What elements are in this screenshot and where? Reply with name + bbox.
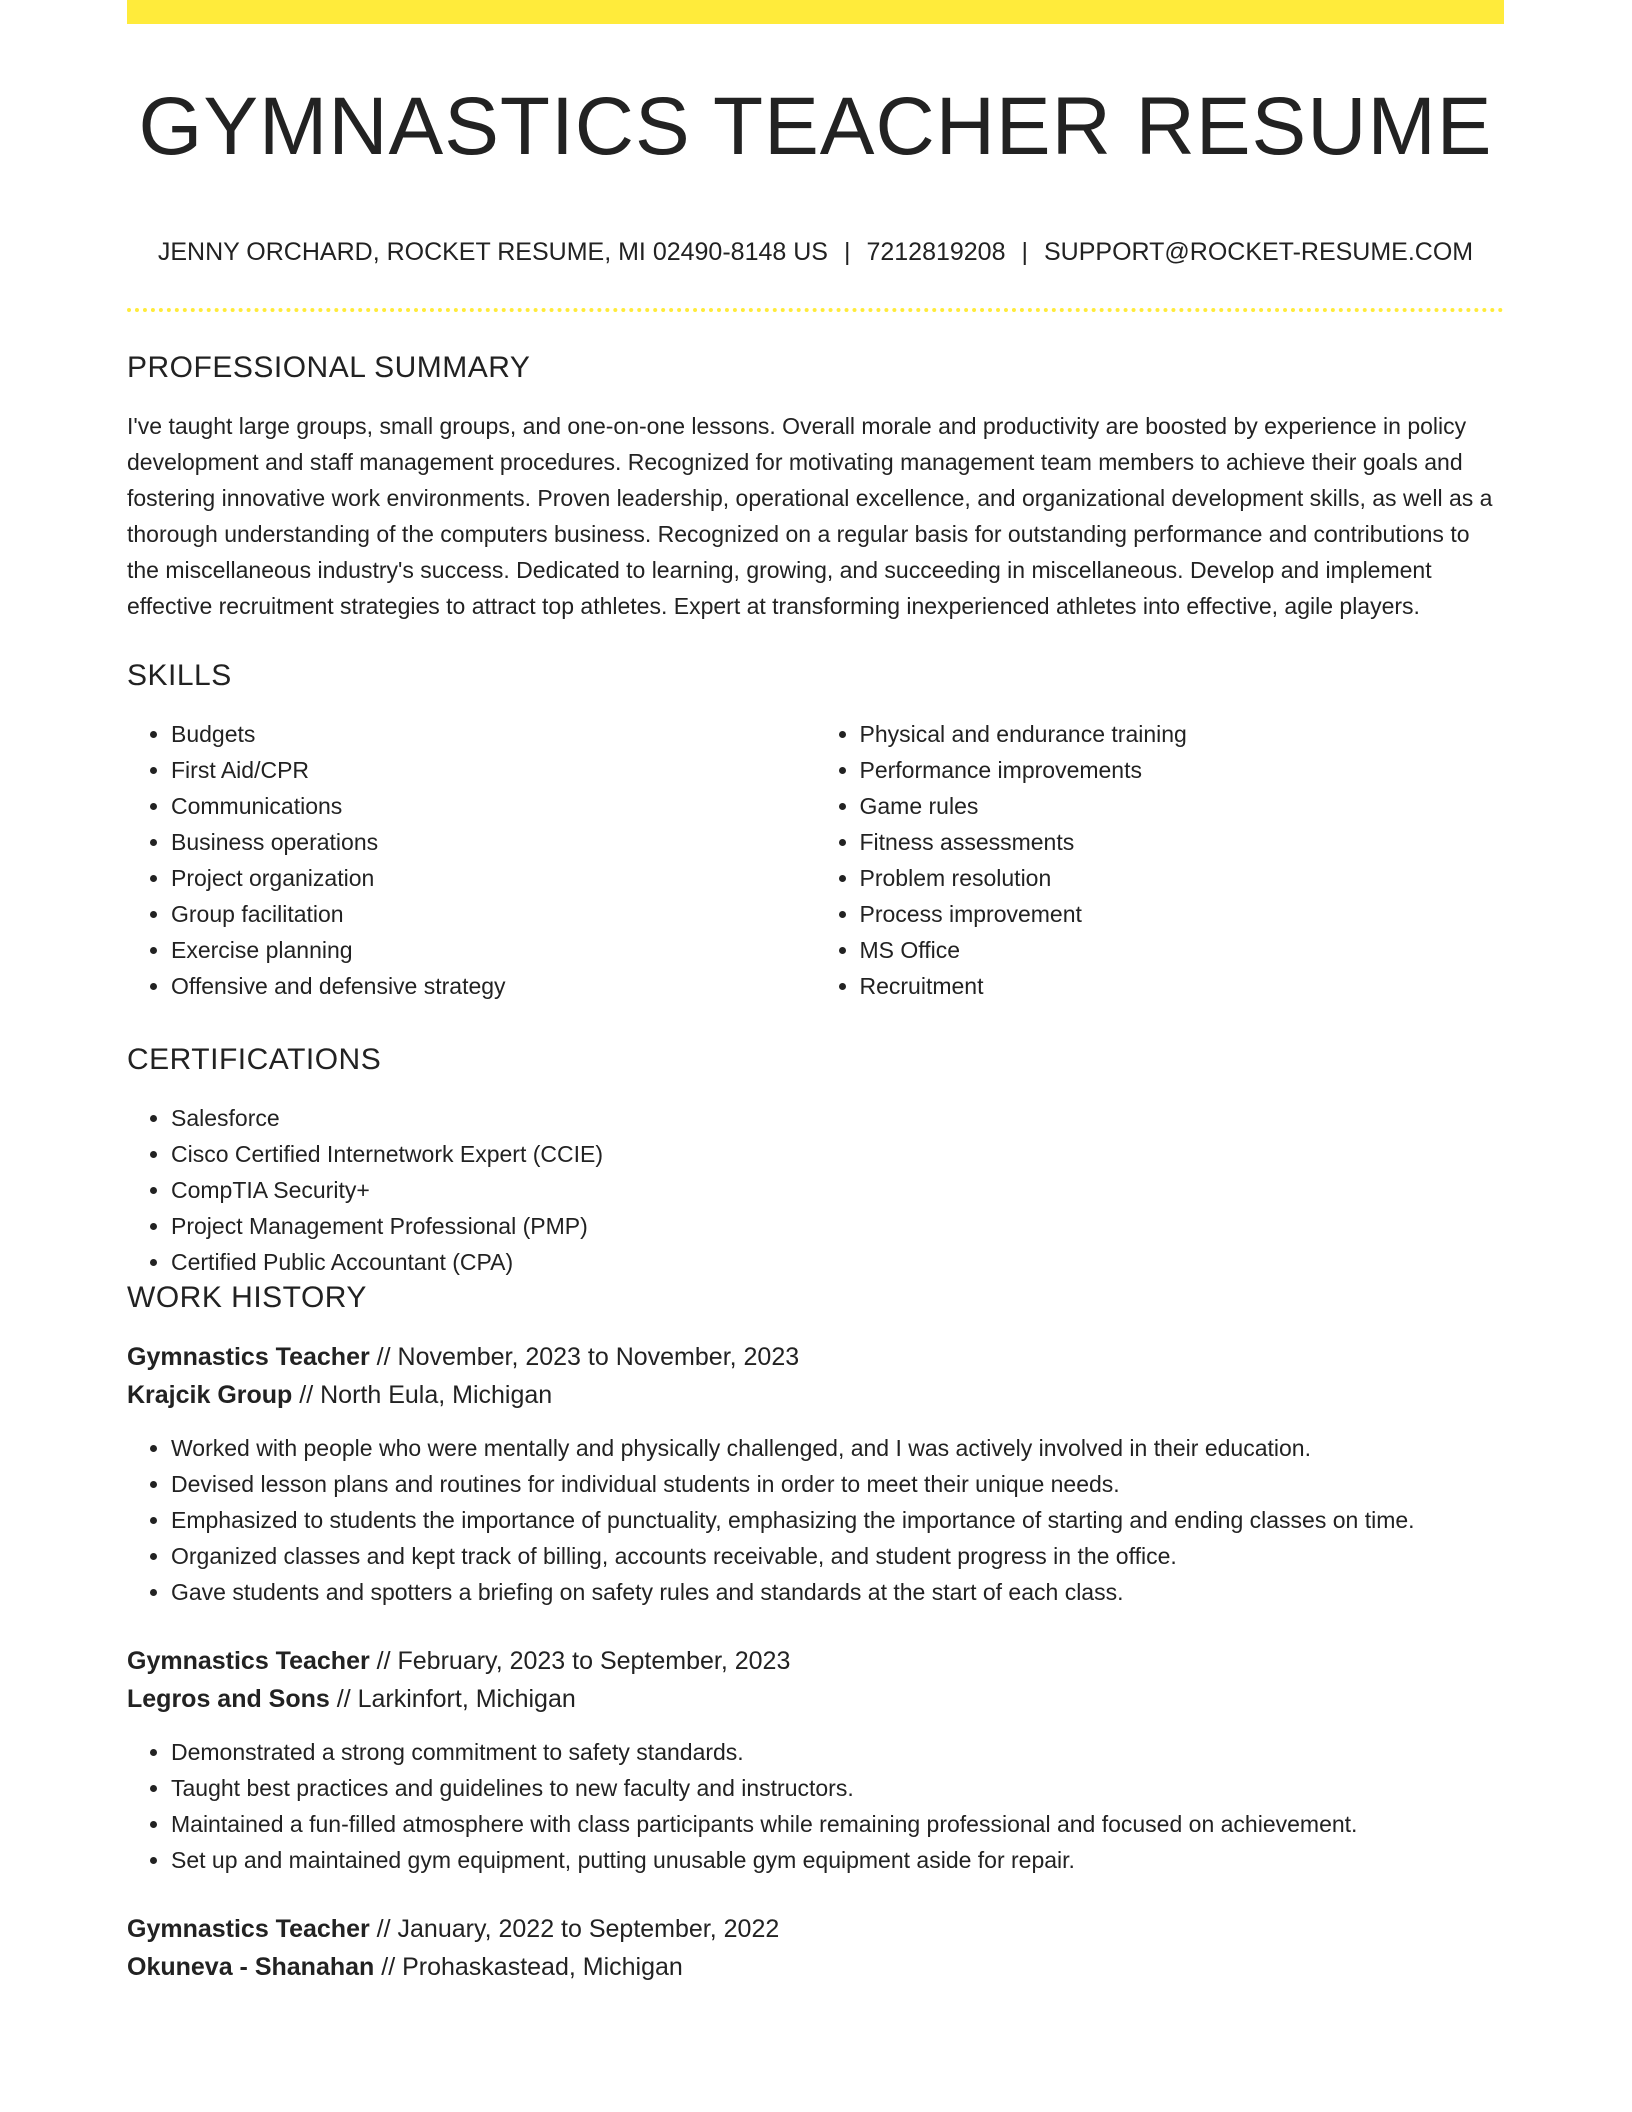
- job-company: Okuneva - Shanahan: [127, 1953, 375, 1981]
- job-list: [127, 1338, 1504, 1986]
- job-duty: • Worked with people who were mentally and physically challenged, and I was actively involved in their education.: [171, 1430, 1504, 1466]
- job-company-line: [127, 1948, 1504, 1986]
- dotted-divider: [127, 308, 1504, 312]
- job-entry: [127, 1910, 1504, 1986]
- list-item: • MS Office: [860, 932, 1505, 968]
- list-item: • Budgets: [171, 716, 816, 752]
- resume-sections: [127, 350, 1504, 2018]
- job-duty: • Set up and maintained gym equipment, putting unusable gym equipment aside for repair.: [171, 1842, 1504, 1878]
- list-item: • CompTIA Security+: [171, 1172, 1504, 1208]
- list-item: • Cisco Certified Internetwork Expert (CCIE): [171, 1136, 1504, 1172]
- job-entry: [127, 1642, 1504, 1878]
- list-item: • Offensive and defensive strategy: [171, 968, 816, 1004]
- list-item: • Problem resolution: [860, 860, 1505, 896]
- certifications-list: [127, 1100, 1504, 1280]
- job-company: Legros and Sons: [127, 1685, 330, 1713]
- job-duty: • Demonstrated a strong commitment to safety standards.: [171, 1734, 1504, 1770]
- contact-separator: |: [1021, 238, 1028, 266]
- job-entry: [127, 1338, 1504, 1610]
- job-company-line: [127, 1376, 1504, 1414]
- list-item: • Fitness assessments: [860, 824, 1505, 860]
- contact-phone: 7212819208: [866, 238, 1006, 266]
- job-duty: • Gave students and spotters a briefing on safety rules and standards at the start of each class.: [171, 1574, 1504, 1610]
- job-dates: // January, 2022 to September, 2022: [376, 1915, 780, 1943]
- contact-address: JENNY ORCHARD, ROCKET RESUME, MI 02490-8148 US: [157, 238, 828, 266]
- certifications-section: [127, 1042, 1504, 1280]
- job-title-line: [127, 1338, 1504, 1376]
- list-item: • Certified Public Accountant (CPA): [171, 1244, 1504, 1280]
- list-item: • Process improvement: [860, 896, 1505, 932]
- work-history-section: [127, 1280, 1504, 1986]
- job-duties-list: [127, 1430, 1504, 1610]
- contact-email[interactable]: SUPPORT@ROCKET-RESUME.COM: [1044, 238, 1474, 266]
- job-duty: • Organized classes and kept track of billing, accounts receivable, and student progress in the office.: [171, 1538, 1504, 1574]
- list-item: • Project organization: [171, 860, 816, 896]
- job-dates: // February, 2023 to September, 2023: [376, 1647, 791, 1675]
- contact-line: [127, 238, 1504, 267]
- summary-text: I've taught large groups, small groups, and one-on-one lessons. Overall morale and productivity are boosted by experience in policy development and staff management procedures. Recognized for motivating management team members to achieve their goals and fostering innovative work environments. Proven leadership, operational excellence, and organizational development skills, as well as a thorough understanding of the computers business. Recognized on a regular basis for outstanding performance and contributions to the miscellaneous industry's success. Dedicated to learning, growing, and succeeding in miscellaneous. Develop and implement effective recruitment strategies to attract top athletes. Expert at transforming inexperienced athletes into effective, agile players.: [127, 413, 1493, 619]
- job-location: // North Eula, Michigan: [299, 1381, 553, 1409]
- summary-section: [127, 350, 1504, 624]
- resume-title: GYMNASTICS TEACHER RESUME: [138, 81, 1493, 172]
- list-item: • Recruitment: [860, 968, 1505, 1004]
- list-item: • Exercise planning: [171, 932, 816, 968]
- summary-heading: PROFESSIONAL SUMMARY: [127, 351, 531, 384]
- job-duty: • Devised lesson plans and routines for individual students in order to meet their unique needs.: [171, 1466, 1504, 1502]
- job-title-line: [127, 1642, 1504, 1680]
- list-item: • Salesforce: [171, 1100, 1504, 1136]
- skills-section: [127, 658, 1504, 1004]
- job-title-line: [127, 1910, 1504, 1948]
- work-history-heading: WORK HISTORY: [127, 1281, 367, 1314]
- list-item: • Communications: [171, 788, 816, 824]
- job-duty: • Taught best practices and guidelines to new faculty and instructors.: [171, 1770, 1504, 1806]
- list-item: • Game rules: [860, 788, 1505, 824]
- list-item: • Business operations: [171, 824, 816, 860]
- skills-heading: SKILLS: [127, 659, 232, 692]
- job-company-line: [127, 1680, 1504, 1718]
- job-location: // Prohaskastead, Michigan: [381, 1953, 683, 1981]
- job-duty: • Maintained a fun-filled atmosphere with class participants while remaining professional and focused on achievement.: [171, 1806, 1504, 1842]
- certifications-heading: CERTIFICATIONS: [127, 1043, 382, 1076]
- skills-list-left: [127, 716, 816, 1004]
- job-title: Gymnastics Teacher: [127, 1343, 370, 1371]
- job-title: Gymnastics Teacher: [127, 1647, 370, 1675]
- list-item: • Group facilitation: [171, 896, 816, 932]
- job-title: Gymnastics Teacher: [127, 1915, 370, 1943]
- list-item: • Physical and endurance training: [860, 716, 1505, 752]
- job-company: Krajcik Group: [127, 1381, 293, 1409]
- job-location: // Larkinfort, Michigan: [336, 1685, 576, 1713]
- skills-list-right: [816, 716, 1505, 1004]
- skills-columns: [127, 716, 1504, 1004]
- list-item: • Performance improvements: [860, 752, 1505, 788]
- contact-separator: |: [843, 238, 851, 266]
- job-dates: // November, 2023 to November, 2023: [376, 1343, 800, 1371]
- job-duty: • Emphasized to students the importance of punctuality, emphasizing the importance of starting and ending classes on time.: [171, 1502, 1504, 1538]
- list-item: • Project Management Professional (PMP): [171, 1208, 1504, 1244]
- list-item: • First Aid/CPR: [171, 752, 816, 788]
- job-duties-list: [127, 1734, 1504, 1878]
- top-accent-bar: [127, 0, 1504, 24]
